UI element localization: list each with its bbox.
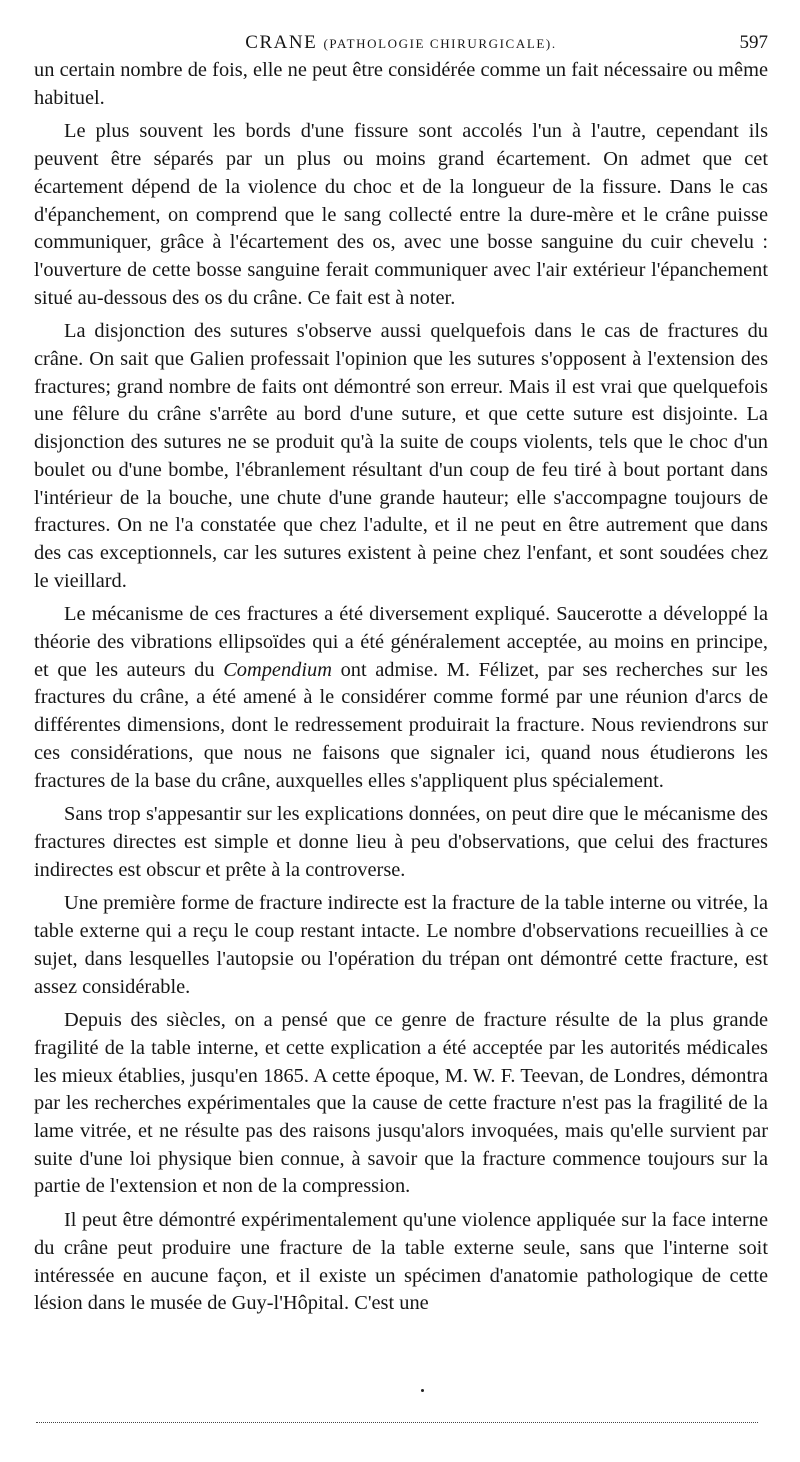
- paragraph-inner-table-fracture: Une première forme de fracture indirecte est la fracture de la table interne ou vitrée, la table externe qui a reçu le coup restant intacte. Le nombre d'observations recueillies à ce sujet, dans lesquelles l'autopsie ou l'opération du trépan ont démontré cette fracture, est assez considérable.: [34, 892, 768, 998]
- footer-dotted-rule: [36, 1422, 758, 1423]
- mechanism-text-end: ont admise. M. Félizet, par ses recherches sur les fractures du crâne, a été amené à le considérer comme formé par une réunion d'arcs de différentes dimensions, dont le redressement produirait la fracture. Nous reviendrons sur ces considérations, que nous ne faisons que signaler ici, quand nous étudierons les fractures de la base du crâne, auxquelles elles s'appliquent plus spécialement.: [34, 658, 768, 792]
- paragraph-direct-indirect: Sans trop s'appesantir sur les explications données, on peut dire que le mécanisme des fractures directes est simple et donne lieu à peu d'observations, que celui des fractures indirectes est obscur et prête à la controverse.: [34, 803, 768, 881]
- running-title: [34, 30, 768, 57]
- paragraph-suture-disjunction: La disjonction des sutures s'observe aussi quelquefois dans le cas de fractures du crâne. On sait que Galien professait l'opinion que les sutures s'opposent à l'extension des fractures; grand nombre de faits ont démontré son erreur. Mais il est vrai que quelquefois une fêlure du crâne s'arrête au bord d'une suture, et que cette suture est disjointe. La disjonction des sutures ne se produit qu'à la suite de coups violents, tels que le choc d'un boulet ou d'une bombe, l'ébranlement résultant d'un coup de feu tiré à bout portant dans l'intérieur de la bouche, une chute d'une grande hauteur; elle s'accompagne toujours de fractures. On ne l'a constatée que chez l'adulte, et il ne peut en être autrement que dans des cas exceptionnels, car les sutures existent à peine chez l'enfant, et sont soudées chez le vieillard.: [34, 320, 768, 592]
- body-text: [34, 57, 768, 1318]
- compendium-title: Compendium: [223, 658, 332, 681]
- running-title-main: CRANE: [245, 32, 318, 53]
- paragraph-continuation: un certain nombre de fois, elle ne peut être considérée comme un fait nécessaire ou même habituel.: [34, 59, 768, 109]
- paragraph-teevan-research: Depuis des siècles, on a pensé que ce genre de fracture résulte de la plus grande fragilité de la table interne, et cette explication a été acceptée par les autorités médicales les mieux établies, jusqu'en 1865. A cette époque, M. W. F. Teevan, de Londres, démontra par les recherches expérimentales que la cause de cette fracture n'est pas la fragilité de la lame vitrée, et ne résulte pas des raisons jusqu'alors invoquées, mais qu'elle survient par suite d'une loi physique bien connue, à savoir que la fracture commence toujours sur la partie de l'extension et non de la compression.: [34, 1009, 768, 1198]
- page-number: 597: [739, 32, 768, 53]
- paragraph-fracture-mechanism: [34, 601, 768, 795]
- page-header: [34, 30, 768, 56]
- paragraph-outer-table-fracture: Il peut être démontré expérimentalement qu'une violence appliquée sur la face interne du crâne peut produire une fracture de la table externe seule, sans que l'interne soit intéressée en aucune façon, et il existe un spécimen d'anatomie pathologique de cette lésion dans le musée de Guy-l'Hôpital. C'est une: [34, 1209, 768, 1315]
- print-speck: [421, 1389, 424, 1392]
- paragraph-fissure-edges: Le plus souvent les bords d'une fissure sont accolés l'un à l'autre, cependant ils peuvent être séparés par un plus ou moins grand écartement. On admet que cet écartement dépend de la violence du choc et de la longueur de la fissure. Dans le cas d'épanchement, on comprend que le sang collecté entre la dure-mère et le crâne puisse communiquer, grâce à l'écartement des os, avec une bosse sanguine du cuir chevelu : l'ouverture de cette bosse sanguine ferait communiquer avec l'air extérieur l'épanchement situé au-dessous des os du crâne. Ce fait est à noter.: [34, 120, 768, 309]
- mechanism-text-start: Le mécanisme de ces fractures a été diversement expliqué. Saucerotte a développé la théorie des vibrations ellipsoïdes qui a été généralement acceptée, au moins en principe, et que les auteurs du: [34, 603, 768, 681]
- running-title-subtitle: (PATHOLOGIE CHIRURGICALE).: [323, 36, 557, 51]
